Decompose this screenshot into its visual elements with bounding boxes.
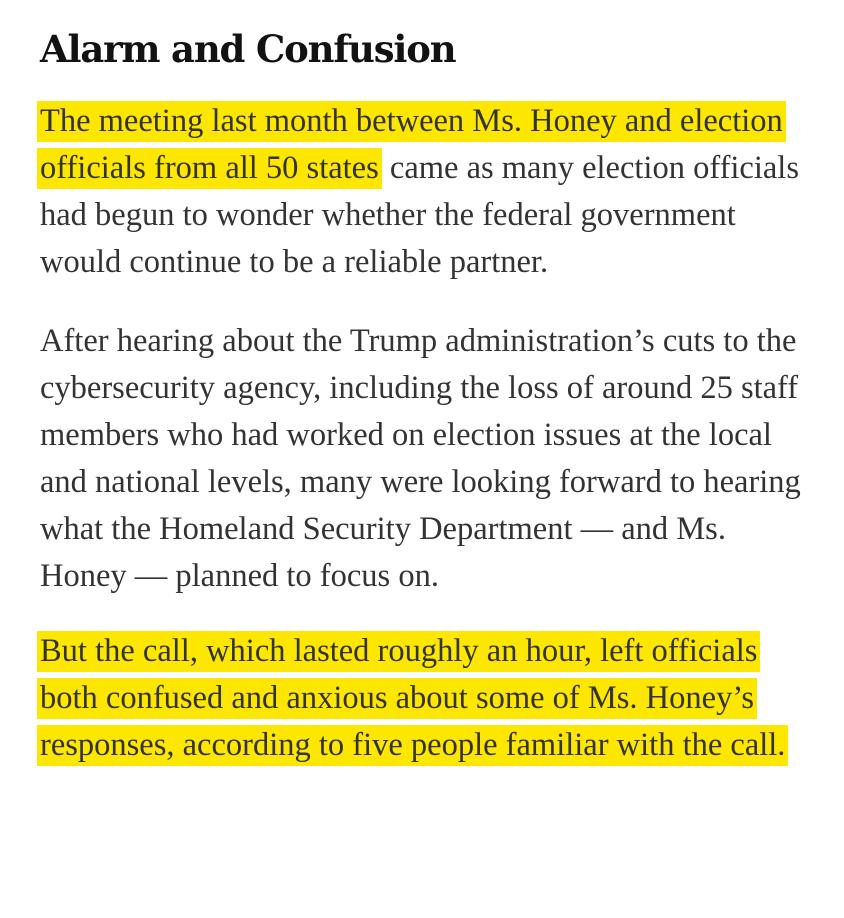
highlighted-text: But the call, which lasted roughly an hour, left officials both confused and anxious about some of Ms. Honey’s responses, according to five people familiar with the call. — [37, 631, 788, 766]
highlighted-text: The meeting last month between Ms. Honey and election officials from all 50 states — [37, 101, 786, 189]
paragraph-1 — [40, 98, 820, 286]
paragraph-2: After hearing about the Trump administration’s cuts to the cybersecurity agency, including the loss of around 25 staff members who had worked on election issues at the local and national levels, many were looking forward to hearing what the Homeland Security Department — and Ms. Honey — planned to focus on. — [40, 323, 801, 594]
paragraph-text: came as many election officials had begun to wonder whether the federal government would continue to be a reliable partner. — [40, 150, 799, 280]
section-heading: Alarm and Confusion — [40, 27, 456, 71]
article — [40, 24, 820, 769]
paragraph-3 — [40, 628, 820, 769]
